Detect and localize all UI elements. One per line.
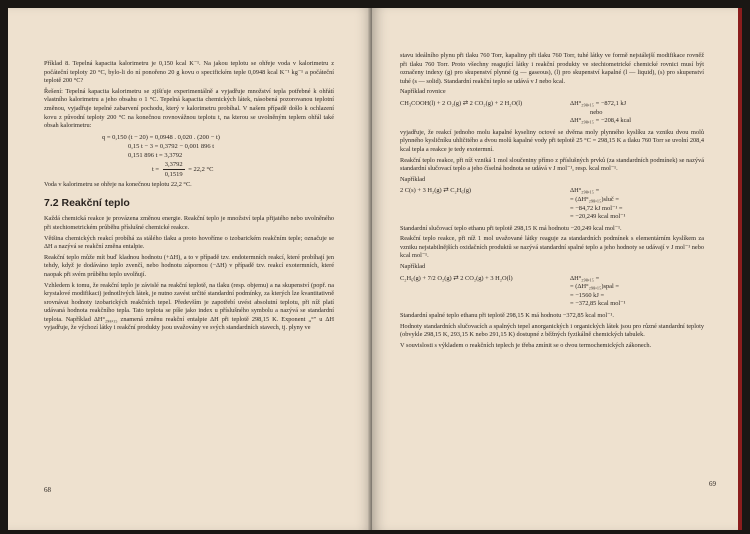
- right-paragraph-7: Hodnoty standardních slučovacích a spalných tepel anorganických i organických látek jsou pro různé standardní teploty (obvykle 298,15 K, 293,15 K nebo 291,15 K) dostupné z běžných fyzikálně chemických tabulek.: [400, 322, 704, 339]
- example-8-conclusion: Voda v kalorimetru se ohřeje na konečnou teplotu 22,2 °C.: [44, 180, 192, 188]
- equation-4-lhs: t =: [152, 165, 160, 173]
- section-paragraph-3: Reakční teplo může mít buď kladnou hodnotu (+ΔH), a to v případě tzv. endotermních reakcí, které probíhají jen tehdy, když je dodáváno teplo zvenčí, nebo hodnotu zápornou (−ΔH) v případě tzv. reakcí exotermních, které naopak při svém průběhu teplo uvolňují.: [44, 253, 334, 278]
- right-page: [372, 8, 742, 530]
- reaction-3-line-1: ΔH°₂₉₈,₁₅ =: [570, 274, 600, 282]
- reaction-1-value-kj: ΔH°₂₉₈,₁₅ = −872,1 kJ: [570, 99, 627, 107]
- section-paragraph-2: Většina chemických reakcí probíhá za stálého tlaku a proto hovoříme o izobarickém reakčním teple; označuje se ΔH a nazývá se reakční změna entalpie.: [44, 234, 334, 251]
- right-paragraph-4: Standardní slučovací teplo ethanu při teplotě 298,15 K má hodnotu −20,249 kcal mol⁻¹.: [400, 224, 622, 232]
- reaction-1-or: nebo: [590, 108, 603, 116]
- reaction-3-line-3: = −1560 kJ =: [570, 291, 605, 299]
- example-label-3: Například: [400, 263, 426, 271]
- right-paragraph-1: stavu ideálního plynu při tlaku 760 Torr, kapaliny při tlaku 760 Torr, tuhé látky ve formě nejstálejší modifikace rovněž při tlaku 760 Torr. Proto všechny reagující látky i reakční produkty ve stechiometrické chemické rovnici musí být označeny indexy (g) pro skupenství plynné (g — gaseous), (l) pro skupenství kapalné (l — liquid), (s) pro skupenství tuhé (s — solid). Standardní reakční teplo se udává v J nebo kcal.: [400, 52, 704, 85]
- reaction-equation-3: [400, 275, 704, 309]
- open-book: [8, 8, 742, 530]
- equation-line-2: 0,15 t − 3 = 0,3792 − 0,001 896 t: [128, 142, 215, 150]
- right-paragraph-2: vyjadřuje, že reakcí jednoho molu kapalné kyseliny octové se dvěma moly plynného kyslíku za vzniku dvou molů plynného kysličníku uhličitého a dvou molů kapalné vody při teplotě 25 °C = 298,15 K a tlaku 760 Torr se uvolní 208,4 kcal tepla a reakce je tedy exotermní.: [400, 128, 704, 153]
- book-cover-edge: [738, 8, 742, 530]
- reaction-1-enthalpy: [570, 100, 704, 126]
- example-label-1: Například rovnice: [400, 88, 446, 96]
- reaction-3-line-2: = (ΔH°₂₉₈,₁₅)spal =: [570, 283, 619, 291]
- example-label-2: Například: [400, 175, 426, 183]
- equation-4-fraction: [163, 160, 185, 179]
- reaction-2-line-4: = −20,249 kcal mol⁻¹: [570, 213, 626, 221]
- equation-line-4: [44, 160, 334, 179]
- fraction-denominator: 0,1519: [164, 170, 183, 178]
- section-paragraph-4: Vzhledem k tomu, že reakční teplo je závislé na reakční teplotě, na tlaku (resp. objemu) a na skupenství (popř. na krystalové modifikaci) jednotlivých látek, je nutno zavést určité standardní podmínky, za kterých lze kvantitativně srovnávat hodnoty izobarických reakčních tepel. Především je zapotřebí uvést absolutní teplotu, při níž platí udávaná hodnota reakčního tepla. Tato teplota se píše jako index u příslušného symbolu a nazývá se standardní teplota. Například ΔH°₂₉₈,₁₅ znamená změnu reakční entalpie ΔH při teplotě 298,15 K. Exponent „°" u ΔH vyjadřuje, že výchozí látky i reakční produkty jsou uvažovány ve svých standardních stavech, tj. plyny ve: [44, 281, 334, 332]
- right-paragraph-5: Reakční teplo reakce, při níž 1 mol uvažované látky reaguje za standardních podmínek s elementárním kyslíkem za vzniku nejstabilnějších oxidačních produktů se nazývá standardní spalné teplo a jeho hodnoty se udávají v J mol⁻¹ nebo kcal mol⁻¹.: [400, 235, 704, 260]
- reaction-equation-2: [400, 187, 704, 221]
- right-paragraph-8: V souvislosti s výkladem o reakčních teplech je třeba zmínit se o dvou termochemických zákonech.: [400, 341, 652, 349]
- left-page-content: [44, 60, 334, 335]
- reaction-2-formula: 2 C(s) + 3 H₂(g) ⇄ C₂H₆(g): [400, 187, 472, 195]
- reaction-1-value-kcal: ΔH°₂₉₈,₁₅ = −208,4 kcal: [570, 117, 632, 125]
- equation-line-1: q = 0,150 (t − 20) = 0,0948 . 0,020 . (200 − t): [102, 133, 220, 141]
- reaction-3-line-4: = −372,85 kcal mol⁻¹: [570, 300, 626, 308]
- reaction-2-line-2: = (ΔH°₂₉₈,₁₅)sluč =: [570, 195, 619, 203]
- page-number-right: 69: [709, 480, 716, 488]
- reaction-3-formula: C₂H₆(g) + 7/2 O₂(g) ⇄ 2 CO₂(g) + 3 H₂O(l): [400, 274, 513, 282]
- right-paragraph-6: Standardní spalné teplo ethanu při teplotě 298,15 K má hodnotu −372,85 kcal mol⁻¹.: [400, 312, 614, 320]
- section-heading: 7.2 Reakční teplo: [44, 197, 130, 210]
- example-8-statement: Příklad 8. Tepelná kapacita kalorimetru je 0,150 kcal K⁻¹. Na jakou teplotu se ohřeje voda v kalorimetru z počáteční teploty 20 °C, bylo-li do ní ponořeno 20 g kovu o specifickém teple 0,0948 kcal K⁻¹ kg⁻¹ a počáteční teplotě 200 °C?: [44, 60, 334, 85]
- equation-line-3: 0,151 896 t = 3,3792: [128, 151, 183, 159]
- example-8-solution: Řešení: Tepelná kapacita kalorimetru se zjišťuje experimentálně a vyjadřuje množství tepla potřebné k ohřátí vlastního kalorimetru a jeho obsahu o 1 °C. Tepelná kapacita chemických látek, násobená pozorovanou teplotní změnou, vyjadřuje tepelné zabarvení pochodu, který v kalorimetru probíhal. V našem případě došlo k ochlazení kovu z původní teploty 200 °C na konečnou rovnovážnou teplotu t, na kterou se uvolněným teplem ohřál také obsah kalorimetru:: [44, 87, 334, 130]
- left-page: [8, 8, 372, 530]
- right-page-content: [400, 52, 704, 352]
- equation-block: [44, 133, 334, 179]
- page-number-left: 68: [44, 486, 51, 494]
- reaction-1-formula: CH₃COOH(l) + 2 O₂(g) ⇄ 2 CO₂(g) + 2 H₂O(l): [400, 99, 523, 107]
- reaction-2-line-1: ΔH°₂₉₈,₁₅ =: [570, 187, 600, 195]
- reaction-equation-1: [400, 100, 704, 126]
- reaction-2-enthalpy: [570, 187, 704, 221]
- right-paragraph-3: Reakční teplo reakce, při níž vzniká 1 mol sloučeniny přímo z příslušných prvků (za standardních podmínek) se nazývá standardní slučovací teplo a jeho číselná hodnota se udává v J mol⁻¹, resp. kcal mol⁻¹.: [400, 156, 704, 173]
- equation-4-rhs: = 22,2 °C: [188, 165, 214, 173]
- section-paragraph-1: Každá chemická reakce je provázena změnou energie. Reakční teplo je množství tepla přijatého nebo uvolněného při stechiometrickém průběhu příslušné chemické reakce.: [44, 215, 334, 231]
- reaction-2-line-3: = −84,72 kJ mol⁻¹ =: [570, 204, 623, 212]
- fraction-numerator: 3,3792: [164, 160, 183, 168]
- reaction-3-enthalpy: [570, 275, 704, 309]
